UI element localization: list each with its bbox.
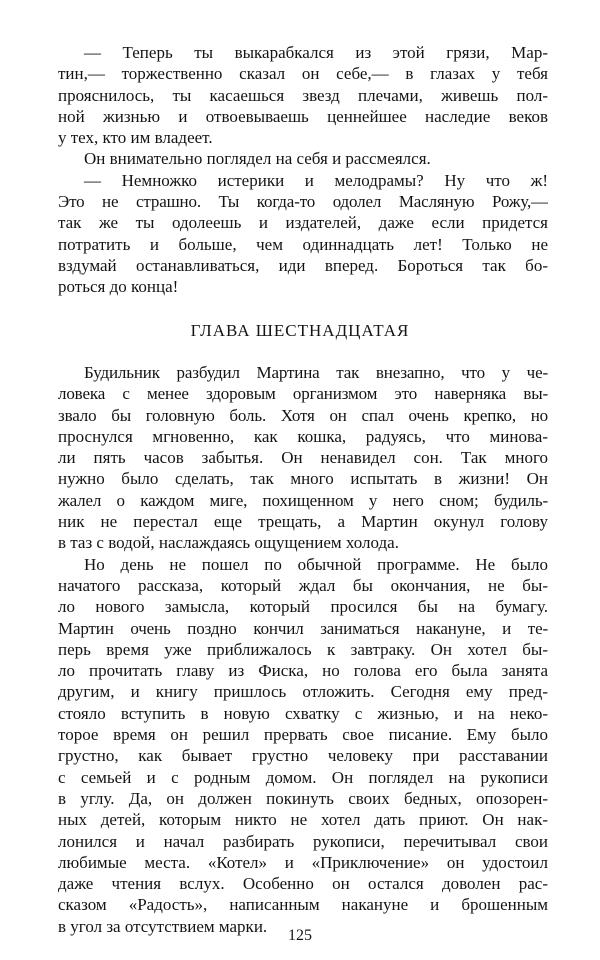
text-line: ло нового замысла, который просился бы на бумагу. xyxy=(58,597,548,617)
text-line: ник не перестал еще трещать, а Мартин окунул голову xyxy=(58,512,548,532)
text-line: Это не страшно. Ты когда-то одолел Масляную Рожу,— xyxy=(58,192,548,212)
text-line: в углу. Да, он должен покинуть своих бедных, опозорен- xyxy=(58,788,548,808)
text-line: ных детей, которым никто не хотел дать приют. Он нак- xyxy=(58,810,548,830)
text-line: так же ты одолеешь и издателей, даже если придется xyxy=(58,213,548,233)
text-line: Но день не пошел по обычной программе. Не было xyxy=(84,554,548,574)
text-line: сказом «Радость», написанным накануне и брошенным xyxy=(58,895,548,915)
text-line: ло прочитать главу из Фиска, но голова его была занята xyxy=(58,661,548,681)
text-line: торое время он решил прервать свое писание. Ему было xyxy=(58,725,548,745)
text-line: в угол за отсутствием марки. xyxy=(58,916,268,936)
paragraph-block-monologue xyxy=(58,42,548,298)
text-line: ной жизнью и отвоевываешь ценнейшее наследие веков xyxy=(58,106,548,126)
text-line: перь время уже приближалось к завтраку. Он хотел бы- xyxy=(58,639,548,659)
text-line: проснулся мгновенно, как кошка, радуясь, что минова- xyxy=(58,426,548,446)
text-line: роться до конца! xyxy=(58,277,179,297)
text-line: лонился и начал разбирать рукописи, перечитывал свои xyxy=(58,831,548,851)
text-line: у тех, кто им владеет. xyxy=(58,128,213,148)
text-line: с семьей и с родным домом. Он поглядел на рукописи xyxy=(58,767,548,787)
page-number: 125 xyxy=(288,927,312,944)
text-line: Мартин очень поздно кончил заниматься накануне, и те- xyxy=(58,618,548,638)
text-line: другим, и книгу пришлось отложить. Сегодня ему пред- xyxy=(58,682,548,702)
text-line: Он внимательно поглядел на себя и рассмеялся. xyxy=(84,149,431,169)
text-line: грустно, как бывает грустно человеку при расставании xyxy=(58,746,548,766)
text-line: любимые места. «Котел» и «Приключение» он удостоил xyxy=(58,852,548,872)
text-line: начатого рассказа, который ждал бы окончания, не бы- xyxy=(58,575,548,595)
text-line: вздумай останавливаться, иди вперед. Бороться так бо- xyxy=(58,255,548,275)
text-line: стояло вступить в новую схватку с жизнью, и на неко- xyxy=(58,703,548,723)
text-line: в таз с водой, наслаждаясь ощущением холода. xyxy=(58,533,399,553)
text-line: — Теперь ты выкарабкался из этой грязи, Мар- xyxy=(84,43,548,62)
text-line: ловека с менее здоровым организмом это наверняка вы- xyxy=(58,384,548,404)
text-line: ли пять часов забытья. Он ненавидел сон. Так много xyxy=(58,448,548,468)
text-line: жалел о каждом миге, похищенном у него сном; будиль- xyxy=(58,490,548,510)
text-line: Будильник разбудил Мартина так внезапно, что у че- xyxy=(84,363,548,382)
text-line: тин,— торжественно сказал он себе,— в глазах у тебя xyxy=(58,64,548,84)
text-line: нужно было сделать, так много испытать в жизни! Он xyxy=(58,469,548,489)
text-line: потратить и больше, чем одиннадцать лет! Только не xyxy=(58,234,548,254)
text-line: прояснилось, ты касаешься звезд плечами, живешь пол- xyxy=(58,85,548,105)
paragraph-block-chapter xyxy=(58,362,548,937)
text-line: — Немножко истерики и мелодрамы? Ну что ж! xyxy=(84,170,548,190)
text-line: даже чтения вслух. Особенно он остался доволен рас- xyxy=(58,874,548,894)
text-line: звало бы головную боль. Хотя он спал очень крепко, но xyxy=(58,405,548,425)
chapter-title: ГЛАВА ШЕСТНАДЦАТАЯ xyxy=(190,321,410,340)
